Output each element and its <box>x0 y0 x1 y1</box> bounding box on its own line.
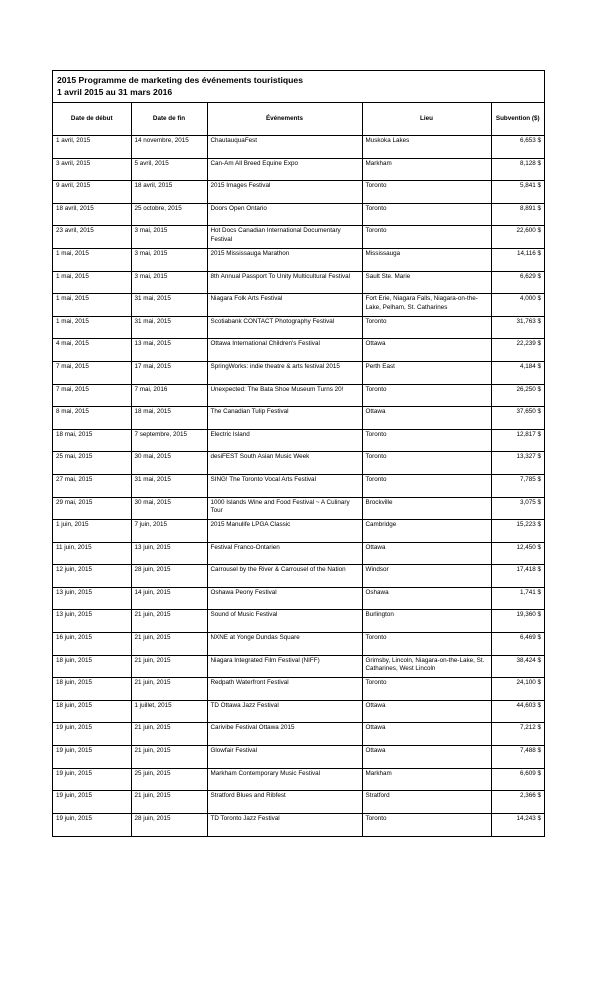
subsidy-cell: 7,785 $ <box>491 474 544 497</box>
subsidy-cell: 14,116 $ <box>491 248 544 271</box>
place-cell: Brockville <box>362 497 491 520</box>
place-cell: Ottawa <box>362 723 491 746</box>
table-row <box>53 181 544 204</box>
document-subtitle: 1 avril 2015 au 31 mars 2016 <box>57 87 173 97</box>
place-cell: Grimsby, Lincoln, Niagara-on-the-Lake, St. Catharines, West Lincoln <box>362 655 491 678</box>
end-date-cell: 21 juin, 2015 <box>131 746 207 769</box>
table-row <box>53 746 544 769</box>
end-date-cell: 1 juillet, 2015 <box>131 700 207 723</box>
subsidy-cell: 8,891 $ <box>491 203 544 226</box>
start-date-cell: 13 juin, 2015 <box>53 587 131 610</box>
subsidy-cell: 8,128 $ <box>491 158 544 181</box>
event-cell: Carivibe Festival Ottawa 2015 <box>207 723 362 746</box>
table-row <box>53 723 544 746</box>
subsidy-cell: 6,469 $ <box>491 633 544 656</box>
subsidy-cell: 6,653 $ <box>491 136 544 159</box>
end-date-cell: 7 juin, 2015 <box>131 520 207 543</box>
end-date-cell: 21 juin, 2015 <box>131 723 207 746</box>
subsidy-cell: 19,360 $ <box>491 610 544 633</box>
end-date-cell: 18 mai, 2015 <box>131 407 207 430</box>
table-row <box>53 294 544 317</box>
place-cell: Toronto <box>362 203 491 226</box>
event-cell: SpringWorks: indie theatre & arts festival 2015 <box>207 361 362 384</box>
table-row <box>53 429 544 452</box>
start-date-cell: 9 avril, 2015 <box>53 181 131 204</box>
event-cell: NXNE at Yonge Dundas Square <box>207 633 362 656</box>
end-date-cell: 31 mai, 2015 <box>131 474 207 497</box>
end-date-cell: 13 mai, 2015 <box>131 339 207 362</box>
place-cell: Markham <box>362 158 491 181</box>
place-cell: Mississauga <box>362 248 491 271</box>
table-row <box>53 655 544 678</box>
table-row <box>53 678 544 701</box>
subsidy-cell: 14,243 $ <box>491 813 544 836</box>
table-row <box>53 791 544 814</box>
event-cell: Sound of Music Festival <box>207 610 362 633</box>
place-cell: Toronto <box>362 316 491 339</box>
event-cell: Hot Docs Canadian International Documentary Festival <box>207 226 362 249</box>
place-cell: Toronto <box>362 452 491 475</box>
subsidy-cell: 7,212 $ <box>491 723 544 746</box>
end-date-cell: 18 avril, 2015 <box>131 181 207 204</box>
place-cell: Toronto <box>362 429 491 452</box>
start-date-cell: 19 juin, 2015 <box>53 746 131 769</box>
table-row <box>53 497 544 520</box>
start-date-cell: 18 juin, 2015 <box>53 700 131 723</box>
end-date-cell: 30 mai, 2015 <box>131 452 207 475</box>
start-date-cell: 1 juin, 2015 <box>53 520 131 543</box>
place-cell: Stratford <box>362 791 491 814</box>
document-page <box>52 70 545 837</box>
header-subsidy: Subvention ($) <box>491 103 544 136</box>
event-cell: TD Toronto Jazz Festival <box>207 813 362 836</box>
place-cell: Toronto <box>362 181 491 204</box>
event-cell: Doors Open Ontario <box>207 203 362 226</box>
start-date-cell: 29 mai, 2015 <box>53 497 131 520</box>
end-date-cell: 3 mai, 2015 <box>131 226 207 249</box>
end-date-cell: 7 septembre, 2015 <box>131 429 207 452</box>
table-row <box>53 520 544 543</box>
event-cell: Niagara Folk Arts Festival <box>207 294 362 317</box>
start-date-cell: 23 avril, 2015 <box>53 226 131 249</box>
table-row <box>53 248 544 271</box>
start-date-cell: 1 avril, 2015 <box>53 136 131 159</box>
table-row <box>53 587 544 610</box>
end-date-cell: 14 novembre, 2015 <box>131 136 207 159</box>
table-row <box>53 384 544 407</box>
event-cell: 2015 Mississauga Marathon <box>207 248 362 271</box>
event-cell: Ottawa International Children's Festival <box>207 339 362 362</box>
place-cell: Fort Erie, Niagara Falls, Niagara-on-the-Lake, Pelham, St. Catharines <box>362 294 491 317</box>
table-row <box>53 136 544 159</box>
start-date-cell: 11 juin, 2015 <box>53 542 131 565</box>
event-cell: Redpath Waterfront Festival <box>207 678 362 701</box>
subsidy-cell: 12,450 $ <box>491 542 544 565</box>
start-date-cell: 16 juin, 2015 <box>53 633 131 656</box>
start-date-cell: 1 mai, 2015 <box>53 271 131 294</box>
subsidy-cell: 37,650 $ <box>491 407 544 430</box>
table-row <box>53 452 544 475</box>
start-date-cell: 18 avril, 2015 <box>53 203 131 226</box>
end-date-cell: 13 juin, 2015 <box>131 542 207 565</box>
place-cell: Ottawa <box>362 542 491 565</box>
place-cell: Sault Ste. Marie <box>362 271 491 294</box>
table-body <box>53 136 544 836</box>
start-date-cell: 18 juin, 2015 <box>53 655 131 678</box>
place-cell: Ottawa <box>362 700 491 723</box>
start-date-cell: 1 mai, 2015 <box>53 316 131 339</box>
event-cell: Unexpected: The Bata Shoe Museum Turns 20! <box>207 384 362 407</box>
document-title: 2015 Programme de marketing des événements touristiques <box>57 75 303 85</box>
start-date-cell: 18 juin, 2015 <box>53 678 131 701</box>
start-date-cell: 12 juin, 2015 <box>53 565 131 588</box>
subsidy-cell: 2,366 $ <box>491 791 544 814</box>
table-row <box>53 339 544 362</box>
event-cell: 2015 Images Festival <box>207 181 362 204</box>
start-date-cell: 1 mai, 2015 <box>53 294 131 317</box>
event-cell: The Canadian Tulip Festival <box>207 407 362 430</box>
place-cell: Toronto <box>362 384 491 407</box>
start-date-cell: 13 juin, 2015 <box>53 610 131 633</box>
subsidy-cell: 31,763 $ <box>491 316 544 339</box>
subsidy-cell: 13,327 $ <box>491 452 544 475</box>
start-date-cell: 19 juin, 2015 <box>53 813 131 836</box>
header-end-date: Date de fin <box>131 103 207 136</box>
event-cell: Can-Am All Breed Equine Expo <box>207 158 362 181</box>
table-header-row <box>53 103 544 136</box>
start-date-cell: 19 juin, 2015 <box>53 791 131 814</box>
end-date-cell: 30 mai, 2015 <box>131 497 207 520</box>
end-date-cell: 17 mai, 2015 <box>131 361 207 384</box>
start-date-cell: 4 mai, 2015 <box>53 339 131 362</box>
event-cell: ChautauquaFest <box>207 136 362 159</box>
start-date-cell: 25 mai, 2015 <box>53 452 131 475</box>
event-cell: Carrousel by the River & Carrousel of the Nation <box>207 565 362 588</box>
subsidy-cell: 22,239 $ <box>491 339 544 362</box>
table-row <box>53 203 544 226</box>
end-date-cell: 28 juin, 2015 <box>131 813 207 836</box>
place-cell: Perth East <box>362 361 491 384</box>
place-cell: Burlington <box>362 610 491 633</box>
place-cell: Markham <box>362 768 491 791</box>
event-cell: desiFEST South Asian Music Week <box>207 452 362 475</box>
table-row <box>53 158 544 181</box>
subsidy-cell: 12,817 $ <box>491 429 544 452</box>
start-date-cell: 8 mai, 2015 <box>53 407 131 430</box>
event-cell: 2015 Manulife LPGA Classic <box>207 520 362 543</box>
place-cell: Oshawa <box>362 587 491 610</box>
event-cell: 8th Annual Passport To Unity Multicultural Festival <box>207 271 362 294</box>
place-cell: Muskoka Lakes <box>362 136 491 159</box>
subsidy-cell: 24,100 $ <box>491 678 544 701</box>
table-row <box>53 271 544 294</box>
place-cell: Toronto <box>362 678 491 701</box>
start-date-cell: 1 mai, 2015 <box>53 248 131 271</box>
event-cell: Electric Island <box>207 429 362 452</box>
end-date-cell: 21 juin, 2015 <box>131 678 207 701</box>
place-cell: Cambridge <box>362 520 491 543</box>
start-date-cell: 19 juin, 2015 <box>53 768 131 791</box>
table-row <box>53 361 544 384</box>
start-date-cell: 19 juin, 2015 <box>53 723 131 746</box>
subsidy-cell: 22,600 $ <box>491 226 544 249</box>
table-row <box>53 316 544 339</box>
place-cell: Ottawa <box>362 339 491 362</box>
end-date-cell: 21 juin, 2015 <box>131 655 207 678</box>
place-cell: Toronto <box>362 813 491 836</box>
table-row <box>53 700 544 723</box>
start-date-cell: 27 mai, 2015 <box>53 474 131 497</box>
subsidy-cell: 7,488 $ <box>491 746 544 769</box>
table-row <box>53 813 544 836</box>
end-date-cell: 31 mai, 2015 <box>131 294 207 317</box>
end-date-cell: 21 juin, 2015 <box>131 633 207 656</box>
end-date-cell: 25 juin, 2015 <box>131 768 207 791</box>
table-row <box>53 768 544 791</box>
place-cell: Ottawa <box>362 746 491 769</box>
event-cell: SING! The Toronto Vocal Arts Festival <box>207 474 362 497</box>
event-cell: Niagara Integrated Film Festival (NIFF) <box>207 655 362 678</box>
event-cell: Stratford Blues and Ribfest <box>207 791 362 814</box>
header-event: Événements <box>207 103 362 136</box>
end-date-cell: 21 juin, 2015 <box>131 610 207 633</box>
table-row <box>53 407 544 430</box>
subsidy-cell: 1,741 $ <box>491 587 544 610</box>
table-row <box>53 565 544 588</box>
end-date-cell: 7 mai, 2016 <box>131 384 207 407</box>
end-date-cell: 3 mai, 2015 <box>131 248 207 271</box>
end-date-cell: 31 mai, 2015 <box>131 316 207 339</box>
table-row <box>53 633 544 656</box>
event-cell: 1000 Islands Wine and Food Festival ~ A Culinary Tour <box>207 497 362 520</box>
event-cell: TD Ottawa Jazz Festival <box>207 700 362 723</box>
end-date-cell: 25 octobre, 2015 <box>131 203 207 226</box>
place-cell: Windsor <box>362 565 491 588</box>
header-place: Lieu <box>362 103 491 136</box>
subsidy-cell: 4,184 $ <box>491 361 544 384</box>
subsidy-cell: 6,629 $ <box>491 271 544 294</box>
end-date-cell: 28 juin, 2015 <box>131 565 207 588</box>
event-cell: Markham Contemporary Music Festival <box>207 768 362 791</box>
event-cell: Oshawa Peony Festival <box>207 587 362 610</box>
table-row <box>53 610 544 633</box>
events-table <box>53 103 544 836</box>
place-cell: Ottawa <box>362 407 491 430</box>
subsidy-cell: 38,424 $ <box>491 655 544 678</box>
end-date-cell: 3 mai, 2015 <box>131 271 207 294</box>
subsidy-cell: 5,841 $ <box>491 181 544 204</box>
subsidy-cell: 17,418 $ <box>491 565 544 588</box>
end-date-cell: 14 juin, 2015 <box>131 587 207 610</box>
subsidy-cell: 3,075 $ <box>491 497 544 520</box>
start-date-cell: 18 mai, 2015 <box>53 429 131 452</box>
title-block <box>53 71 544 103</box>
place-cell: Toronto <box>362 226 491 249</box>
subsidy-cell: 4,000 $ <box>491 294 544 317</box>
place-cell: Toronto <box>362 474 491 497</box>
subsidy-cell: 44,603 $ <box>491 700 544 723</box>
table-row <box>53 542 544 565</box>
header-start-date: Date de début <box>53 103 131 136</box>
table-row <box>53 226 544 249</box>
subsidy-cell: 15,223 $ <box>491 520 544 543</box>
subsidy-cell: 6,609 $ <box>491 768 544 791</box>
start-date-cell: 7 mai, 2015 <box>53 384 131 407</box>
start-date-cell: 3 avril, 2015 <box>53 158 131 181</box>
end-date-cell: 21 juin, 2015 <box>131 791 207 814</box>
start-date-cell: 7 mai, 2015 <box>53 361 131 384</box>
end-date-cell: 5 avril, 2015 <box>131 158 207 181</box>
event-cell: Scotiabank CONTACT Photography Festival <box>207 316 362 339</box>
event-cell: Glowfair Festival <box>207 746 362 769</box>
place-cell: Toronto <box>362 633 491 656</box>
table-row <box>53 474 544 497</box>
subsidy-cell: 26,250 $ <box>491 384 544 407</box>
event-cell: Festival Franco-Ontarien <box>207 542 362 565</box>
